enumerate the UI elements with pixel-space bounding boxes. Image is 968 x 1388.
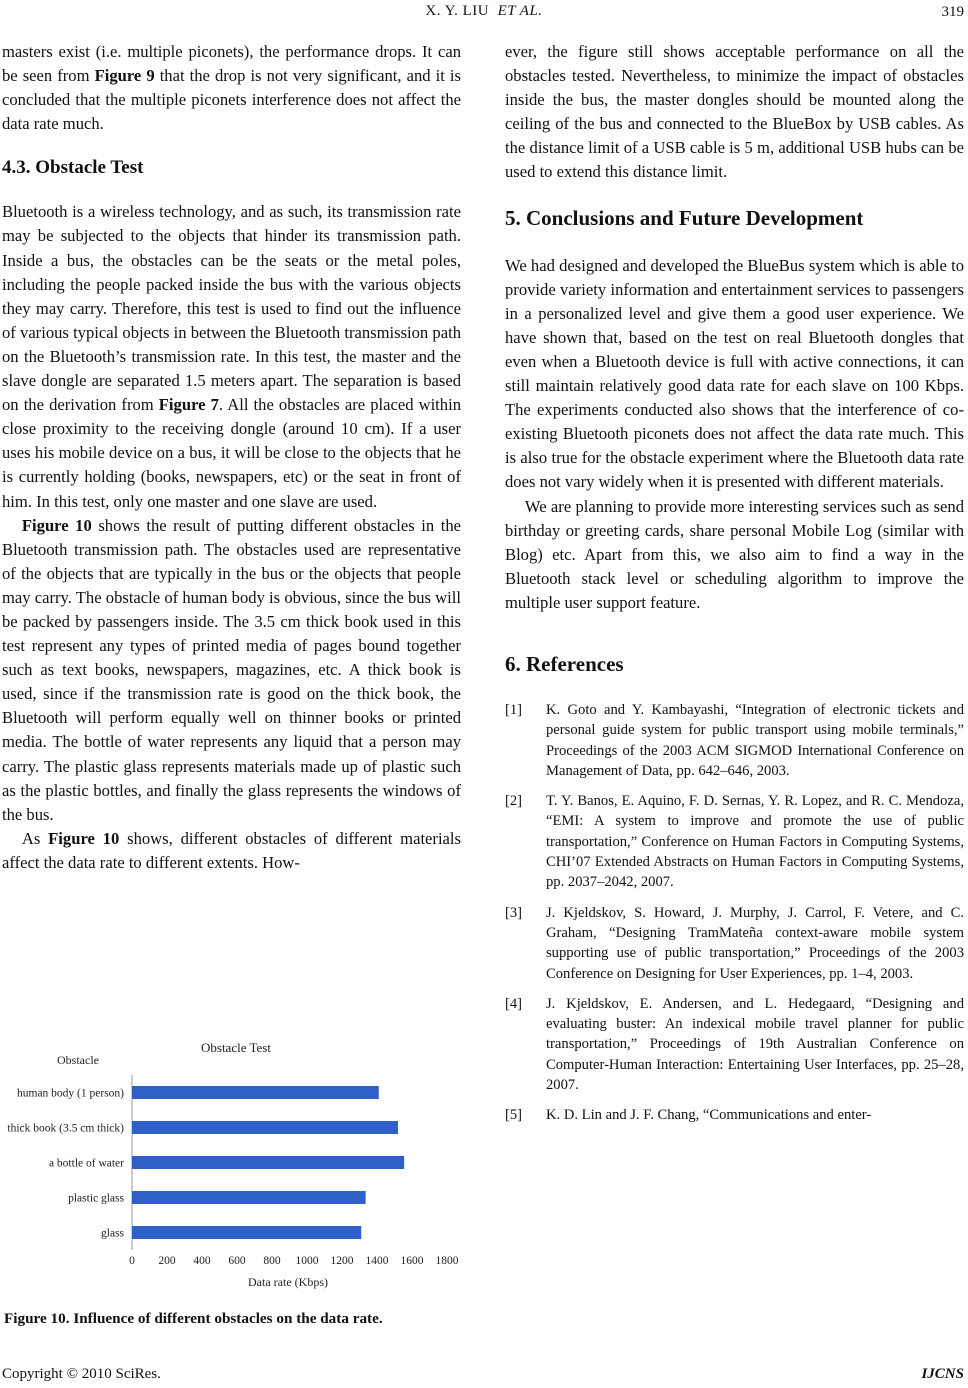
bar [132,1156,404,1169]
reference-number: [2] [505,793,523,810]
reference-text: K. D. Lin and J. F. Chang, “Communications and enter- [546,1107,872,1124]
footer-copyright: Copyright © 2010 SciRes. [2,1366,161,1382]
right-paragraph-1: ever, the figure still shows acceptable performance on all the obstacles tested. Nevertheless, to minimize the impact of obstacles inside the bus, the master dongles should be mounted along the ceiling of the bus and connected to the BlueBox by USB cables. As the distance limit of a USB cable is 5 m, additional USB hubs can be used to extend this distance limit. [505,42,964,182]
reference-number: [5] [505,1107,523,1124]
category-label: glass [101,1227,124,1240]
reference-item [505,994,964,1095]
x-tick-label: 1000 [295,1255,319,1267]
figure-reference: Figure 10 [21,515,92,535]
category-label: human body (1 person) [17,1087,124,1100]
left-paragraph-4: As Figure 10 shows, different obstacles of different materials affect the data rate to different extents. How- [2,828,461,872]
chart-title: Obstacle Test [201,1040,271,1055]
bar [132,1191,366,1204]
section-heading-obstacle-test: 4.3. Obstacle Test [2,157,144,179]
chart-ylabel: Obstacle [57,1053,99,1067]
left-paragraph-3: Figure 10 shows the result of putting different obstacles in the Bluetooth transmission path. The obstacles used are representative of the objects that are typically in the bus or the objects that people may carry. The obstacle of human body is obvious, since the bus will be packed by passengers inside. The 3.5 cm thick book used in this test represent any types of printed media of pages bound together such as text books, newspapers, magazines, etc. A thick book is used, since if the transmission rate is good on the thick book, the Bluetooth will perform equally well on thinner books or printed media. The bottle of water represents any liquid that a person may carry. The plastic glass represents materials made up of plastic such as the plastic bottles, and finally the glass represents the windows of the bus. [2,515,461,824]
running-head-etal: ET AL. [497,3,543,19]
reference-number: [1] [505,701,523,718]
x-tick-label: 400 [193,1255,211,1267]
reference-text: J. Kjeldskov, S. Howard, J. Murphy, J. Carrol, F. Vetere, and C. Graham, “Designing TramMateña context-aware mobile system supporting use of public transportation,” Proceedings of the 2003 Conference on Designing for User Experiences, pp. 1–4, 2003. [546,904,964,982]
bars-group [7,1075,458,1267]
x-tick-label: 800 [263,1255,281,1267]
reference-text: J. Kjeldskov, E. Andersen, and L. Hedegaard, “Designing and evaluating buster: An indexical mobile travel planner for public transportation,” Proceedings of 19th Australian Conference on Computer-Human Interaction: Entertaining User Interfaces, pp. 25–28, 2007. [546,995,964,1094]
category-label: thick book (3.5 cm thick) [7,1122,124,1135]
reference-list [505,700,964,1126]
reference-item [505,1105,964,1125]
running-head-author: X. Y. LIU [425,3,490,19]
reference-number: [3] [505,904,523,921]
page-number: 319 [941,4,964,20]
bar-chart-svg [0,1030,468,1300]
x-tick-label: 1600 [400,1255,424,1267]
figure-caption: Figure 10. Influence of different obstacles on the data rate. [4,1310,383,1327]
chart-xlabel: Data rate (Kbps) [248,1275,328,1289]
category-label: plastic glass [68,1192,124,1205]
figure-reference: Figure 7 [158,395,219,415]
right-paragraph-3: We are planning to provide more interesting services such as send birthday or greeting cards, share personal Mobile Log (similar with Blog) etc. Apart from this, we also aim to find a way in the Bluetooth stack level or scheduling algorithm to improve the multiple user support feature. [505,496,964,612]
reference-number: [4] [505,995,523,1012]
x-tick-label: 1400 [365,1255,389,1267]
running-head [0,3,968,20]
bar [132,1226,361,1239]
left-column [2,40,461,875]
left-paragraph-1: masters exist (i.e. multiple piconets), the performance drops. It can be seen from Figure 9 that the drop is not very significant, and it is concluded that the multiple piconets interference does not affect the data rate much. [2,42,461,134]
reference-text: K. Goto and Y. Kambayashi, “Integration of electronic tickets and personal guide system for public transport using mobile terminals,” Proceedings of the 2003 ACM SIGMOD International Conference on Management of Data, pp. 642–646, 2003. [546,701,964,779]
right-paragraph-2: We had designed and developed the BlueBus system which is able to provide variety information and entertainment services to passengers in a personalized level and give them a good user experience. We have shown that, based on the test on real Bluetooth dongles that even when a Bluetooth device is full with active connections, it can still maintain relatively good data rate for each slave on 100 Kbps. The experiments conducted also shows that the interference of co-existing Bluetooth piconets does not affect the data rate much. This is also true for the obstacle experiment where the Bluetooth data rate does not vary widely when it is presented with different materials. [505,255,964,492]
bar [132,1086,379,1099]
reference-text: T. Y. Banos, E. Aquino, F. D. Sernas, Y. R. Lopez, and R. C. Mendoza, “EMI: A system to improve and promote the use of public transportation,” Conference on Human Factors in Computing Systems, CHI’07 Extended Abstracts on Human Factors in Computing Systems, pp. 2037–2042, 2007. [546,793,964,891]
section-heading-references: 6. References [505,651,624,676]
footer-journal: IJCNS [921,1366,964,1382]
x-tick-label: 0 [129,1255,135,1267]
bar [132,1121,398,1134]
reference-item [505,700,964,781]
x-tick-label: 1200 [330,1255,354,1267]
figure-reference: Figure 10 [48,828,120,848]
figure-10-chart [0,1030,468,1300]
category-label: a bottle of water [48,1157,124,1170]
x-tick-label: 200 [158,1255,176,1267]
reference-item [505,791,964,892]
left-paragraph-2: Bluetooth is a wireless technology, and as such, its transmission rate may be subjected to the objects that hinder its transmission path. Inside a bus, the obstacles can be the seats or the metal poles, including the people packed inside the bus with the various objects they may carry. Therefore, this test is used to find out the influence of various typical objects in between the Bluetooth transmission path on the Bluetooth’s transmission rate. In this test, the master and the slave dongle are separated 1.5 meters apart. The separation is based on the derivation from Figure 7. All the obstacles are placed within close proximity to the receiving dongle (around 10 cm). If a user uses his mobile device on a bus, it will be close to the objects that he is currently holding (books, newspapers, etc) or the seat in front of him. In this test, only one master and one slave are used. [2,202,461,511]
x-tick-label: 1800 [435,1255,459,1267]
section-heading-conclusions: 5. Conclusions and Future Development [505,205,864,230]
figure-reference: Figure 9 [94,66,155,86]
reference-item [505,903,964,984]
x-tick-label: 600 [228,1255,246,1267]
right-column [505,40,964,1136]
